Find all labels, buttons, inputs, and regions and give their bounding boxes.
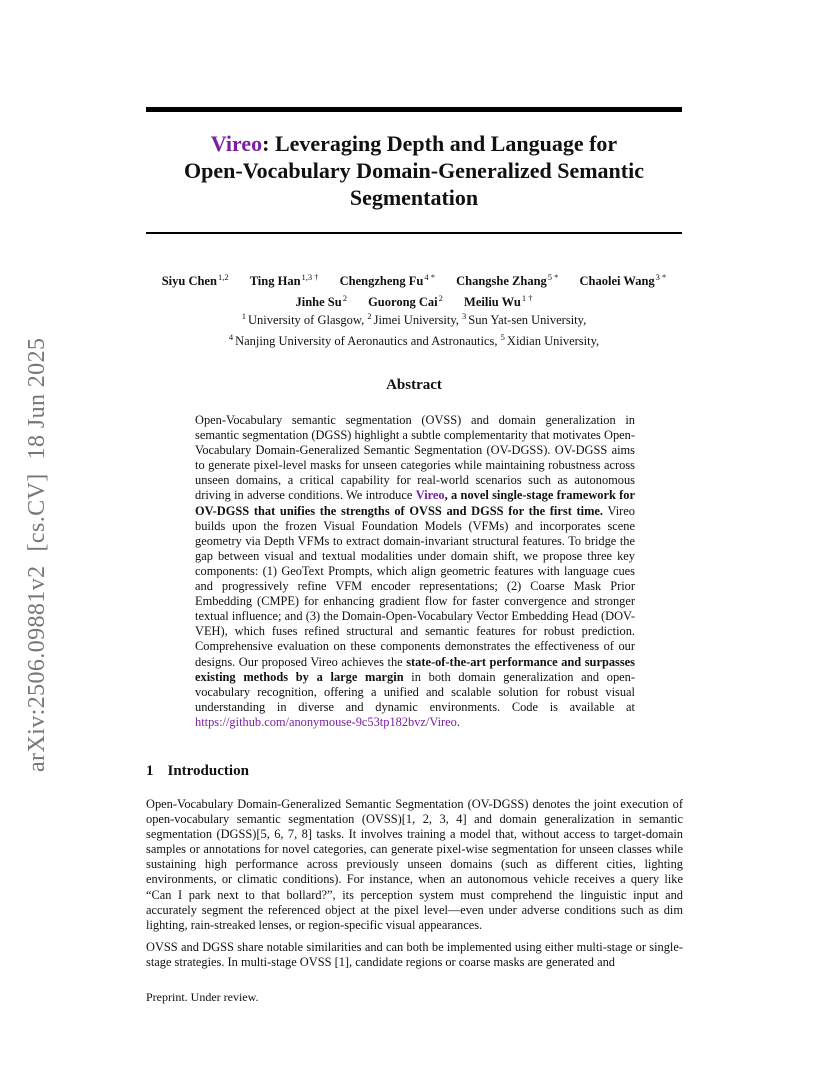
author: Ting Han$^{1,3 \dagger}$ xyxy=(249,272,319,289)
affiliation-line-1: $^1$ University of Glasgow, $^2$ Jimei University, $^3$ Sun Yat-sen University, xyxy=(241,311,587,328)
section-heading-introduction: 1 Introduction xyxy=(146,763,249,779)
arxiv-category: [cs.CV] xyxy=(24,473,50,552)
code-link[interactable]: https://github.com/anonymouse-9c53tp182bvz/Vireo xyxy=(195,714,457,729)
title-brand: Vireo xyxy=(210,131,263,156)
arxiv-date: 18 Jun 2025 xyxy=(24,337,50,460)
arxiv-id[interactable]: arXiv:2506.09881v2 xyxy=(24,565,50,772)
abstract-heading: Abstract xyxy=(386,377,442,393)
author: Chengzheng $Fu^{4 *}$ xyxy=(339,272,435,289)
intro-paragraph-1: Open-Vocabulary Domain-Generalized Semantic Segmentation (OV-DGSS) denotes the joint execution of open-vocabulary semantic segmentation (OVSS)[1, 2, 3, 4] and domain generalization in semantic segmentation (DGSS)[5, 6, 7, 8] tasks. It involves training a model that, without access to target-domain samples or annotations for novel categories, can generate pixel-wise segmentation for unseen classes while sustaining high performance across previously unseen domains (such as different cities, lighting environments, or climatic conditions). For instance, when an autonomous vehicle receives a query like “Can I park next to that bollard?”, its perception system must comprehend the linguistic input and accurately segment the referenced object at the pixel level—even under adverse conditions such as dim lighting, rain-streaked lenses, or region-specific visual appearances. xyxy=(146,797,683,932)
paper-title xyxy=(146,130,682,211)
author: Chaolei Wang$^{3 *}$ xyxy=(579,272,667,289)
arxiv-sidebar-stamp xyxy=(24,292,51,772)
author-list xyxy=(146,269,682,311)
author: Jinhe Su$^2$ xyxy=(295,293,347,310)
author-row-1 xyxy=(146,269,682,290)
affiliations xyxy=(146,308,682,350)
abstract-body xyxy=(195,413,635,730)
affiliation-line-2: $^4$ Nanjing University of Aeronautics and Astronautics, $^5$ Xidian University, xyxy=(228,332,600,349)
author: Changshe Zhang$^{5 *}$ xyxy=(456,272,559,289)
title-top-rule xyxy=(146,107,682,112)
title-bottom-rule xyxy=(146,232,682,234)
title-line-1: Vireo: Leveraging Depth and Language for xyxy=(210,131,618,156)
introduction-body xyxy=(146,797,683,977)
author: Meiliu $Wu^{1 \dagger}$ xyxy=(464,293,533,310)
intro-paragraph-2: OVSS and DGSS share notable similarities and can both be implemented using either multi-stage or single-stage strategies. In multi-stage OVSS [1], candidate regions or coarse masks are generated and xyxy=(146,939,683,969)
title-line-2: Open-Vocabulary Domain-Generalized Semantic xyxy=(184,158,644,183)
author: Guorong Cai$^2$ xyxy=(368,293,443,310)
title-line-3: Segmentation xyxy=(349,185,479,210)
abstract-paragraph: Open-Vocabulary semantic segmentation (OVSS) and domain generalization in semantic segmentation (DGSS) highlight a subtle complementarity that motivates Open-Vocabulary Domain-Generalized Semantic Segmentation (OV-DGSS). OV-DGSS aims to generate pixel-level masks for unseen categories while maintaining robustness across unseen domains, a critical capability for real-world scenarios such as autonomous driving in adverse conditions. We introduce Vireo, a novel single-stage framework for OV-DGSS that unifies the strengths of OVSS and DGSS for the first time. Vireo builds upon the frozen Visual Foundation Models (VFMs) and incorporates scene geometry via Depth VFMs to extract domain-invariant structural features. To bridge the gap between visual and textual modalities under domain shift, we propose three key components: (1) GeoText Prompts, which align geometric features with language cues and progressively refine VFM encoder representations; (2) Coarse Mask Prior Embedding (CMPE) for enhancing gradient flow for faster convergence and stronger textual influence; and (3) the Domain-Open-Vocabulary Vector Embedding Head (DOV-VEH), which fuses refined structural and semantic features for robust prediction. Comprehensive evaluation on these components demonstrates the effectiveness of our designs. Our proposed Vireo achieves the state-of-the-art performance and surpasses existing methods by a large margin in both domain generalization and open-vocabulary recognition, offering a unified and scalable solution for robust visual understanding in diverse and dynamic environments. Code is available at https://github.com/anonymouse-9c53tp182bvz/Vireo. xyxy=(195,413,636,729)
author: Siyu Chen$^{1,2}$ xyxy=(161,272,229,289)
footer-note: Preprint. Under review. xyxy=(146,990,259,1004)
abstract-brand: Vireo xyxy=(415,488,445,503)
